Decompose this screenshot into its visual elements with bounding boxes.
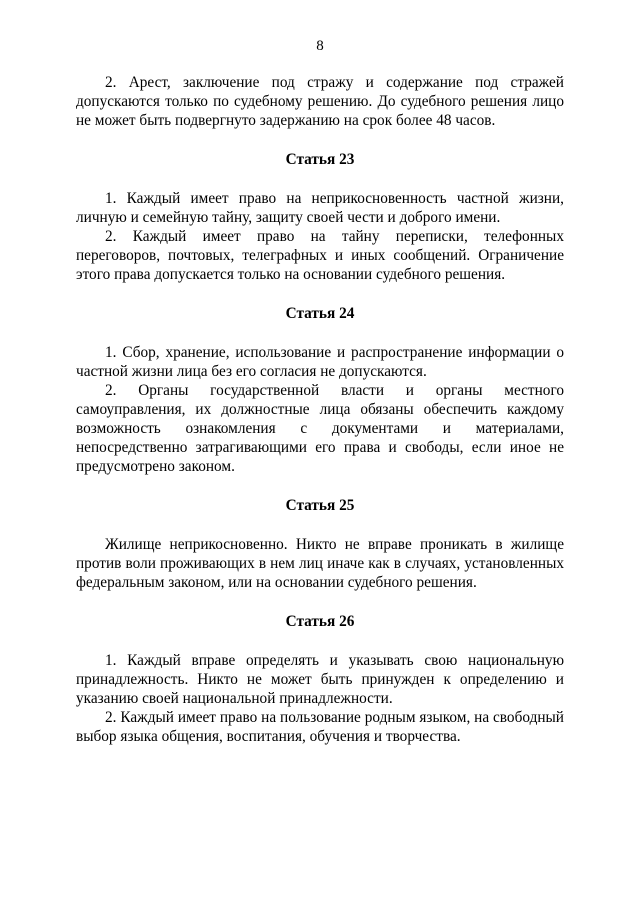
article-23-paragraph-2: 2. Каждый имеет право на тайну переписки, телефонных переговоров, почтовых, телеграфных и иных сообщений. Ограничение этого права допускается только на основании судебного решения. xyxy=(76,228,564,283)
article-23-paragraph-1: 1. Каждый имеет право на неприкосновенность частной жизни, личную и семейную тайну, защиту своей чести и доброго имени. xyxy=(76,190,564,226)
article-24-paragraph-1: 1. Сбор, хранение, использование и распространение информации о частной жизни лица без его согласия не допускаются. xyxy=(76,344,564,380)
article-26-paragraph-2: 2. Каждый имеет право на пользование родным языком, на свободный выбор языка общения, воспитания, обучения и творчества. xyxy=(76,709,564,745)
article-26-title: Статья 26 xyxy=(285,613,355,630)
page-number: 8 xyxy=(316,38,324,54)
article-26-paragraph-1: 1. Каждый вправе определять и указывать свою национальную принадлежность. Никто не может быть принужден к определению и указанию своей национальной принадлежности. xyxy=(76,652,564,707)
article-23-title: Статья 23 xyxy=(285,151,355,168)
article-24-paragraph-2: 2. Органы государственной власти и органы местного самоуправления, их должностные лица обязаны обеспечить каждому возможность ознакомления с документами и материалами, непосредственно затрагивающими его права и свободы, если иное не предусмотрено законом. xyxy=(76,382,564,475)
document-body xyxy=(76,73,564,746)
article-25-title: Статья 25 xyxy=(285,497,355,514)
article-24-title: Статья 24 xyxy=(285,305,355,322)
article-22-paragraph-2: 2. Арест, заключение под стражу и содержание под стражей допускаются только по судебному решению. До судебного решения лицо не может быть подвергнуто задержанию на срок более 48 часов. xyxy=(76,74,564,129)
article-25-paragraph-1: Жилище неприкосновенно. Никто не вправе проникать в жилище против воли проживающих в нем лиц иначе как в случаях, установленных федеральным законом, или на основании судебного решения. xyxy=(76,536,564,591)
